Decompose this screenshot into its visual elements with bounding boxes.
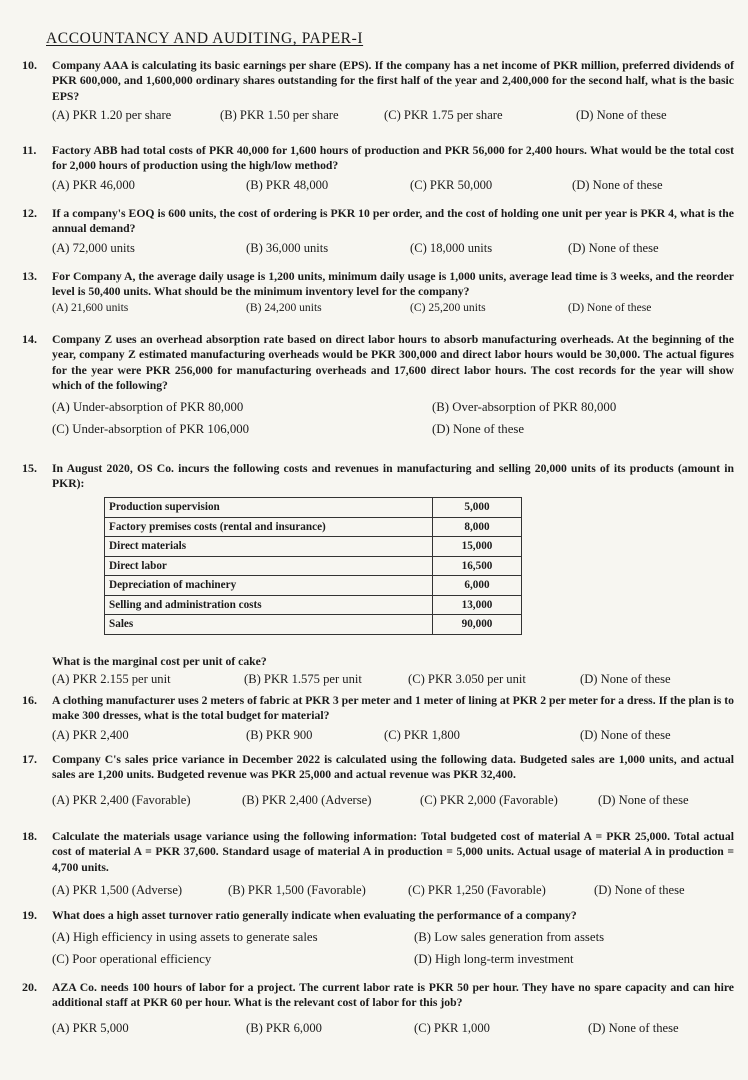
- question-13: [22, 269, 734, 314]
- option-d: (D) None of these: [432, 421, 525, 436]
- question-number: 11.: [22, 143, 37, 157]
- paper-title: ACCOUNTANCY AND AUDITING, PAPER-I: [46, 30, 364, 47]
- table-row: [105, 576, 522, 596]
- question-text: For Company A, the average daily usage is 1,200 units, minimum daily usage is 1,000 units, average lead time is 3 weeks, and the reorder level is 50,400 units. What should be the minimum inventory level for the company?: [52, 270, 734, 299]
- option-a: (A) PKR 1,500 (Adverse): [52, 883, 183, 898]
- option-b: (B) PKR 900: [246, 727, 313, 742]
- option-a: (A) 21,600 units: [52, 300, 129, 314]
- question-20: [22, 980, 734, 1036]
- option-c: (C) PKR 1,250 (Favorable): [408, 883, 546, 898]
- option-a: (A) Under-absorption of PKR 80,000: [52, 399, 244, 414]
- option-b: (B) Over-absorption of PKR 80,000: [432, 399, 617, 414]
- option-c: (C) PKR 2,000 (Favorable): [420, 792, 558, 807]
- question-number: 20.: [22, 980, 37, 994]
- table-row: [105, 595, 522, 615]
- option-d: (D) High long-term investment: [414, 952, 574, 967]
- question-number: 15.: [22, 461, 37, 475]
- option-c: (C) Poor operational efficiency: [52, 952, 212, 967]
- option-d: (D) None of these: [580, 727, 671, 742]
- option-a: (A) PKR 1.20 per share: [52, 108, 172, 123]
- question-number: 10.: [22, 58, 37, 72]
- question-text: A clothing manufacturer uses 2 meters of fabric at PKR 3 per meter and 1 meter of lining at PKR 2 per meter for a dress. If the plan is to make 300 dresses, what is the total budget for material?: [52, 694, 734, 723]
- question-number: 16.: [22, 693, 37, 707]
- option-b: (B) Low sales generation from assets: [414, 930, 605, 945]
- option-a: (A) PKR 5,000: [52, 1020, 129, 1035]
- cost-amount: 6,000: [433, 576, 522, 596]
- cost-amount: 13,000: [433, 595, 522, 615]
- option-a: (A) PKR 46,000: [52, 177, 135, 192]
- option-b: (B) PKR 48,000: [246, 177, 329, 192]
- cost-item: Sales: [105, 615, 433, 635]
- option-c: (C) PKR 1.75 per share: [384, 108, 503, 123]
- question-12: [22, 206, 734, 256]
- question-number: 19.: [22, 908, 37, 922]
- cost-amount: 5,000: [433, 498, 522, 518]
- option-a: (A) PKR 2,400 (Favorable): [52, 792, 191, 807]
- cost-item: Factory premises costs (rental and insurance): [105, 517, 433, 537]
- option-b: (B) PKR 1.575 per unit: [244, 672, 362, 686]
- question-text: If a company's EOQ is 600 units, the cost of ordering is PKR 10 per order, and the cost of holding one unit per year is PKR 4, what is the annual demand?: [52, 207, 734, 236]
- cost-amount: 16,500: [433, 556, 522, 576]
- cost-amount: 8,000: [433, 517, 522, 537]
- question-15-options: [22, 668, 734, 687]
- question-15-subquestion: What is the marginal cost per unit of cake?: [52, 655, 267, 668]
- question-15: [22, 461, 734, 492]
- option-a: (A) PKR 2.155 per unit: [52, 672, 171, 686]
- cost-item: Production supervision: [105, 498, 433, 518]
- option-b: (B) PKR 1.50 per share: [220, 108, 339, 123]
- cost-item: Direct materials: [105, 537, 433, 557]
- option-d: (D) None of these: [572, 177, 663, 192]
- table-row: [105, 556, 522, 576]
- option-b: (B) 36,000 units: [246, 240, 329, 255]
- question-number: 13.: [22, 269, 37, 283]
- option-c: (C) Under-absorption of PKR 106,000: [52, 421, 250, 436]
- table-row: [105, 537, 522, 557]
- cost-item: Direct labor: [105, 556, 433, 576]
- question-16: [22, 693, 734, 743]
- question-19: [22, 908, 734, 974]
- option-a: (A) High efficiency in using assets to generate sales: [52, 930, 318, 945]
- option-d: (D) None of these: [568, 240, 659, 255]
- question-text: In August 2020, OS Co. incurs the following costs and revenues in manufacturing and selling 20,000 units of its products (amount in PKR):: [52, 462, 734, 491]
- cost-item: Depreciation of machinery: [105, 576, 433, 596]
- option-d: (D) None of these: [568, 300, 652, 314]
- option-a: (A) PKR 2,400: [52, 727, 129, 742]
- cost-item: Selling and administration costs: [105, 595, 433, 615]
- option-c: (C) PKR 50,000: [410, 177, 493, 192]
- question-11: [22, 143, 734, 193]
- option-d: (D) None of these: [594, 883, 685, 898]
- option-b: (B) PKR 2,400 (Adverse): [242, 792, 372, 807]
- option-c: (C) 18,000 units: [410, 240, 493, 255]
- question-17: [22, 752, 734, 808]
- question-number: 17.: [22, 752, 37, 766]
- option-d: (D) None of these: [598, 792, 689, 807]
- question-text: What does a high asset turnover ratio generally indicate when evaluating the performance of a company?: [52, 909, 577, 922]
- option-b: (B) PKR 6,000: [246, 1020, 322, 1035]
- option-c: (C) PKR 3.050 per unit: [408, 672, 526, 686]
- option-b: (B) 24,200 units: [246, 300, 322, 314]
- option-d: (D) None of these: [580, 672, 671, 686]
- question-18: [22, 829, 734, 898]
- table-row: [105, 615, 522, 635]
- question-10: [22, 58, 734, 123]
- cost-table: [104, 497, 522, 635]
- question-text: Factory ABB had total costs of PKR 40,000 for 1,600 hours of production and PKR 56,000 for 2,400 hours. What would be the total cost for 2,000 hours of production using the high/low method?: [52, 144, 734, 173]
- question-number: 18.: [22, 829, 37, 843]
- option-c: (C) PKR 1,000: [414, 1020, 490, 1035]
- question-text: AZA Co. needs 100 hours of labor for a project. The current labor rate is PKR 50 per hour. They have no spare capacity and can hire additional staff at PKR 60 per hour. What is the relevant cost of labor for this job?: [52, 981, 734, 1010]
- cost-amount: 90,000: [433, 615, 522, 635]
- question-text: Company C's sales price variance in December 2022 is calculated using the following data. Budgeted sales are 1,000 units, and actual sales are 1,200 units. Budgeted revenue was PKR 25,000 and actual revenue was PKR 32,400.: [52, 753, 734, 782]
- question-number: 14.: [22, 332, 37, 346]
- cost-amount: 15,000: [433, 537, 522, 557]
- question-number: 12.: [22, 206, 37, 220]
- option-a: (A) 72,000 units: [52, 240, 135, 255]
- option-d: (D) None of these: [576, 108, 667, 123]
- option-d: (D) None of these: [588, 1020, 679, 1035]
- option-b: (B) PKR 1,500 (Favorable): [228, 883, 366, 898]
- question-text: Company Z uses an overhead absorption rate based on direct labor hours to absorb manufacturing overheads. At the beginning of the year, company Z estimated manufacturing overheads would be PKR 300,000 and direct labor hours would be 30,000. The actual figures for the year were PKR 256,000 for manufacturing overheads and 17,600 direct labor hours. The cost records for the year will show which of the following?: [52, 333, 734, 393]
- option-c: (C) 25,200 units: [410, 300, 486, 314]
- table-row: [105, 498, 522, 518]
- question-text: Calculate the materials usage variance using the following information: Total budgeted cost of material A = PKR 25,000. Total actual cost of material A = PKR 37,600. Standard usage of material A in production = 5,000 units. Actual usage of material A in production = 4,700 units.: [52, 830, 734, 874]
- question-text: Company AAA is calculating its basic earnings per share (EPS). If the company has a net income of PKR million, preferred dividends of PKR 600,000, and 1,600,000 ordinary shares outstanding for the first half of the year and 2,400,000 for the second half, what is the basic EPS?: [52, 59, 734, 103]
- question-14: [22, 332, 734, 444]
- table-row: [105, 517, 522, 537]
- option-c: (C) PKR 1,800: [384, 727, 460, 742]
